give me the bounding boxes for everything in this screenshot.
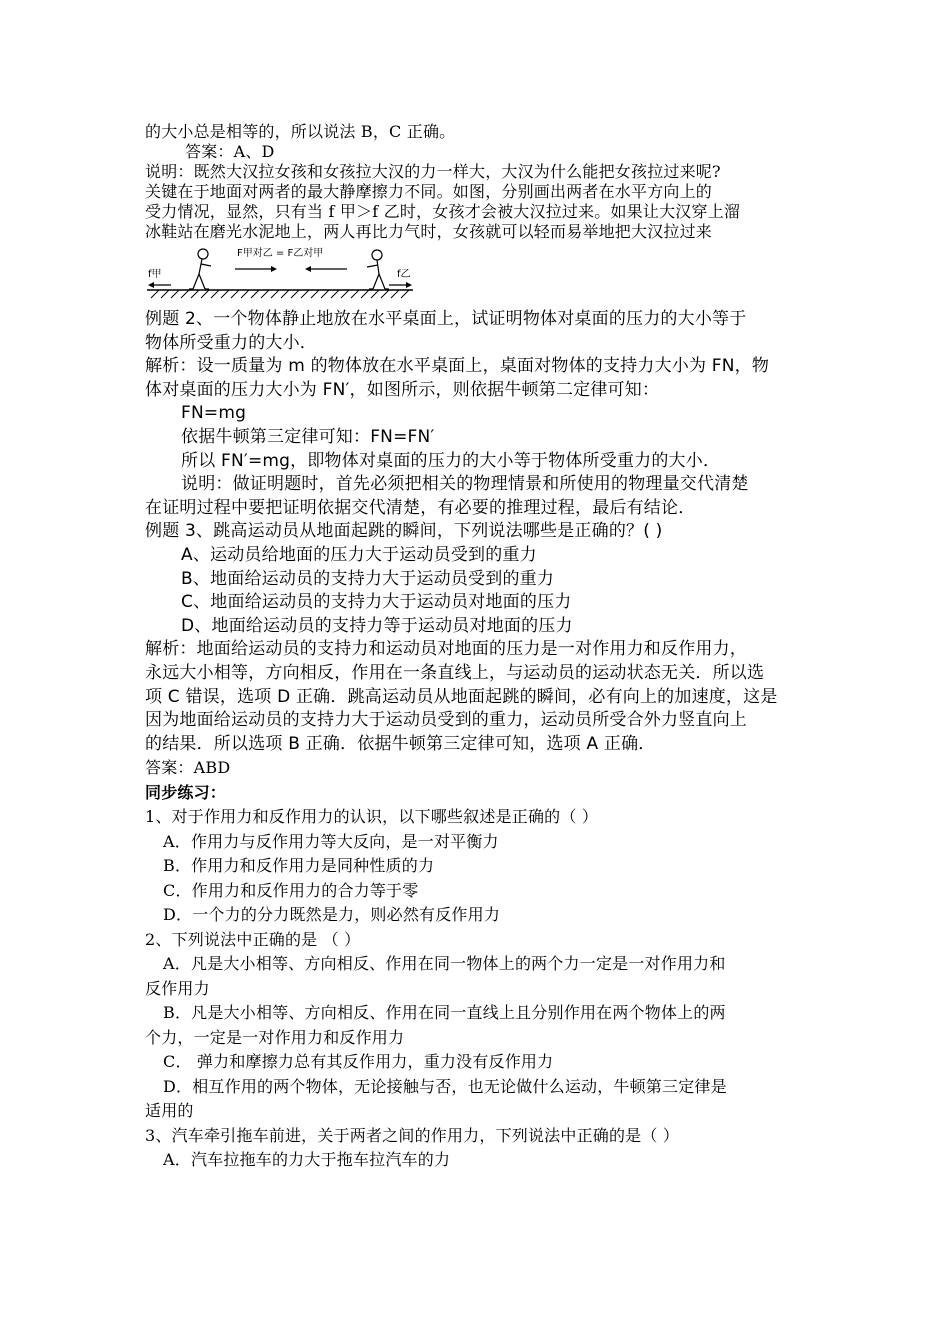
section-heading: 同步练习： — [145, 782, 227, 802]
f-left-label: f甲 — [148, 269, 162, 280]
question-stem: 2、下列说法中正确的是 （ ） — [145, 929, 361, 949]
option-line: A．汽车拉拖车的力大于拖车拉汽车的力 — [163, 1150, 451, 1170]
option-line: B、地面给运动员的支持力大于运动员受到的重力 — [181, 568, 555, 589]
figure-svg — [145, 244, 415, 304]
formula-line: FN=mg — [181, 403, 247, 424]
text-line: 冰鞋站在磨光水泥地上，两人再比力气时，女孩就可以轻而易举地把大汉拉过来 — [145, 222, 713, 241]
text-line: 例题 2、一个物体静止地放在水平桌面上，试证明物体对桌面的压力的大小等于 — [145, 309, 747, 329]
note-line: 在证明过程中要把证明依据交代清楚，有必要的推理过程，最后有结论． — [145, 497, 696, 518]
analysis-line: 的结果．所以选项 B 正确．依据牛顿第三定律可知，选项 A 正确． — [145, 733, 656, 754]
option-line: D、地面给运动员的支持力等于运动员对地面的压力 — [181, 615, 573, 636]
document-page — [145, 122, 810, 1173]
option-line: A．凡是大小相等、方向相反、作用在同一物体上的两个力一定是一对作用力和 — [163, 954, 726, 974]
option-line: B．凡是大小相等、方向相反、作用在同一直线上且分别作用在两个物体上的两 — [163, 1003, 726, 1023]
f-right-label: f乙 — [397, 269, 411, 280]
analysis-line: 项 C 错误，选项 D 正确．跳高运动员从地面起跳的瞬间，必有向上的加速度，这是 — [145, 686, 778, 707]
text-line: 物体所受重力的大小． — [145, 332, 317, 353]
text-line: 受力情况，显然，只有当 f 甲＞f 乙时，女孩才会被大汉拉过来。如果让大汉穿上溜 — [145, 202, 741, 221]
text-line: 的大小总是相等的，所以说法 B，C 正确。 — [145, 122, 456, 141]
option-line: C．作用力和反作用力的合力等于零 — [163, 880, 419, 900]
option-line: D．一个力的分力既然是力，则必然有反作用力 — [163, 905, 501, 925]
analysis-line: 解析：地面给运动员的支持力和运动员对地面的压力是一对作用力和反作用力， — [145, 639, 747, 660]
option-line: 适用的 — [145, 1101, 194, 1121]
example2-block — [145, 308, 810, 520]
question-stem: 例题 3、跳高运动员从地面起跳的瞬间，下列说法哪些是正确的？( ) — [145, 521, 663, 542]
answer-line: 答案：A、D — [185, 142, 275, 161]
tug-of-war-figure — [145, 244, 415, 304]
intro-block — [145, 122, 810, 242]
man-figure-left — [189, 249, 211, 289]
option-line: C、地面给运动员的支持力大于运动员对地面的压力 — [181, 592, 572, 613]
analysis-line: 因为地面给运动员的支持力大于运动员受到的重力，运动员所受合外力竖直向上 — [145, 710, 747, 731]
option-line: 反作用力 — [145, 978, 210, 998]
question-stem: 1、对于作用力和反作用力的认识，以下哪些叙述是正确的（ ） — [145, 807, 599, 827]
ground-hatch — [151, 290, 409, 298]
example3-block — [145, 520, 810, 756]
option-line: D．相互作用的两个物体，无论接触与否，也无论做什么运动，牛顿第三定律是 — [163, 1076, 727, 1096]
note-line: 说明：做证明题时，首先必须把相关的物理情景和所使用的物理量交代清楚 — [181, 474, 749, 495]
practice-block — [145, 756, 810, 1173]
formula-line: 依据牛顿第三定律可知：FN=FN′ — [181, 426, 435, 447]
text-line: 关键在于地面对两者的最大静摩擦力不同。如图，分别画出两者在水平方向上的 — [145, 182, 713, 201]
option-line: A．作用力与反作用力等大反向，是一对平衡力 — [163, 831, 499, 851]
force-pair-label: F甲对乙 = F乙对甲 — [237, 248, 324, 259]
text-line: 解析：设一质量为 m 的物体放在水平桌面上，桌面对物体的支持力大小为 FN，物 — [145, 356, 770, 377]
option-line: B．作用力和反作用力是同种性质的力 — [163, 856, 435, 876]
formula-line: 所以 FN′=mg，即物体对桌面的压力的大小等于物体所受重力的大小． — [181, 450, 721, 471]
answer-line: 答案：ABD — [145, 758, 231, 778]
text-line: 体对桌面的压力大小为 FN′，如图所示，则依据牛顿第二定律可知： — [145, 379, 660, 400]
option-line: 个力，一定是一对作用力和反作用力 — [145, 1027, 405, 1047]
text-line: 说明：既然大汉拉女孩和女孩拉大汉的力一样大，大汉为什么能把女孩拉过来呢? — [145, 162, 721, 181]
analysis-line: 永远大小相等，方向相反，作用在一条直线上，与运动员的运动状态无关．所以选 — [145, 662, 765, 683]
option-line: A、运动员给地面的压力大于运动员受到的重力 — [181, 544, 537, 565]
option-line: C． 弹力和摩擦力总有其反作用力，重力没有反作用力 — [163, 1052, 554, 1072]
girl-figure-right — [367, 250, 389, 289]
question-stem: 3、汽车牵引拖车前进，关于两者之间的作用力，下列说法中正确的是（ ） — [145, 1125, 680, 1145]
